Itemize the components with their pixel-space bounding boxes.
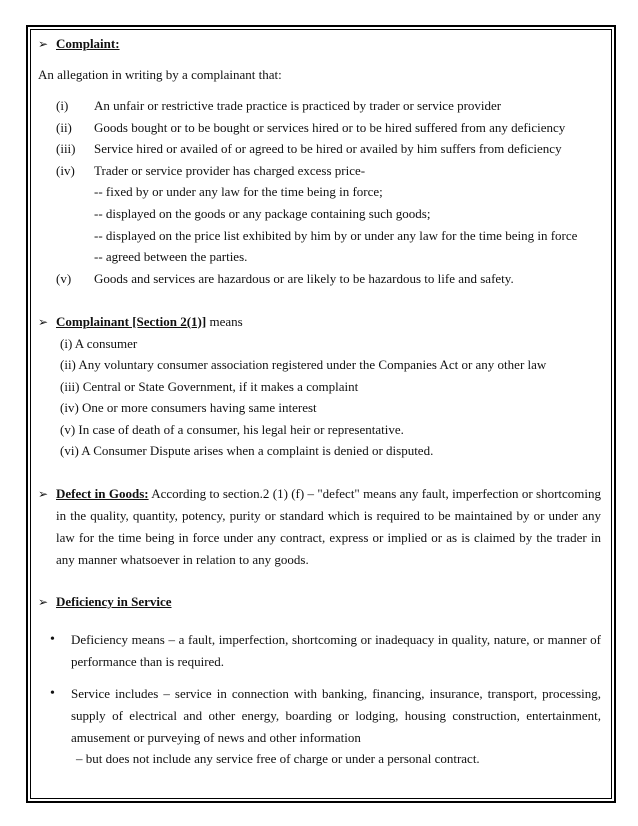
complainant-heading: Complainant [Section 2(1)] bbox=[56, 314, 207, 329]
deficiency-exclusion: – but does not include any service free of charge or under a personal contract. bbox=[76, 751, 480, 766]
list-subitem: -- fixed by or under any law for the time being in force; bbox=[94, 184, 383, 199]
list-item: (i) A consumer bbox=[60, 336, 138, 351]
list-item: (vi) A Consumer Dispute arises when a complaint is denied or disputed. bbox=[60, 443, 434, 458]
bullet-icon: • bbox=[50, 686, 55, 701]
arrow-bullet-icon: ➢ bbox=[38, 37, 49, 51]
list-item: (v) In case of death of a consumer, his legal heir or representative. bbox=[60, 422, 404, 437]
bullet-icon: • bbox=[50, 632, 55, 647]
complaint-intro: An allegation in writing by a complainant that: bbox=[38, 67, 282, 82]
list-subitem: -- displayed on the price list exhibited by him by or under any law for the time being in force bbox=[94, 228, 578, 243]
list-item: Goods and services are hazardous or are likely to be hazardous to life and safety. bbox=[94, 271, 514, 286]
list-subitem: -- displayed on the goods or any package containing such goods; bbox=[94, 206, 431, 221]
list-item-number: (iv) bbox=[56, 163, 75, 178]
deficiency-heading: Deficiency in Service bbox=[56, 594, 172, 609]
complaint-heading-line bbox=[38, 36, 120, 52]
complaint-heading: Complaint: bbox=[56, 36, 120, 51]
deficiency-heading-line bbox=[38, 594, 172, 610]
deficiency-bullet: Service includes – service in connection with banking, financing, insurance, transport, processing, supply of electrical and other energy, boarding or lodging, housing construction, entertainment, amusement or purveying of news and other information bbox=[71, 686, 601, 745]
list-item: (iv) One or more consumers having same interest bbox=[60, 400, 317, 415]
complainant-heading-line bbox=[38, 314, 243, 330]
list-item: Goods bought or to be bought or services hired or to be hired suffered from any deficiency bbox=[94, 120, 566, 135]
list-item: (iii) Central or State Government, if it makes a complaint bbox=[60, 379, 359, 394]
arrow-bullet-icon: ➢ bbox=[38, 595, 49, 609]
list-item: Trader or service provider has charged excess price- bbox=[94, 163, 366, 178]
list-item-number: (v) bbox=[56, 271, 72, 286]
list-item-number: (ii) bbox=[56, 120, 72, 135]
list-item-number: (iii) bbox=[56, 141, 76, 156]
list-item: Service hired or availed of or agreed to be hired or availed by him suffers from deficiency bbox=[94, 141, 562, 156]
list-item: (ii) Any voluntary consumer association registered under the Companies Act or any other law bbox=[60, 357, 547, 372]
defect-heading: Defect in Goods: bbox=[56, 486, 149, 501]
defect-paragraph bbox=[56, 483, 601, 571]
list-subitem: -- agreed between the parties. bbox=[94, 249, 248, 264]
arrow-bullet-icon: ➢ bbox=[38, 487, 49, 501]
defect-text: According to section.2 (1) (f) – "defect" means any fault, imperfection or shortcoming in the quality, quantity, potency, purity or standard which is required to be maintained by or under any law for the time being in force under any contract, express or implied or as is claimed by the trader in any manner whatsoever in relation to any goods. bbox=[56, 486, 601, 567]
deficiency-bullet: Deficiency means – a fault, imperfection, shortcoming or inadequacy in quality, nature, or manner of performance than is required. bbox=[71, 632, 601, 669]
arrow-bullet-icon: ➢ bbox=[38, 315, 49, 329]
list-item: An unfair or restrictive trade practice is practiced by trader or service provider bbox=[94, 98, 502, 113]
complainant-heading-suffix: means bbox=[206, 314, 243, 329]
list-item-number: (i) bbox=[56, 98, 69, 113]
